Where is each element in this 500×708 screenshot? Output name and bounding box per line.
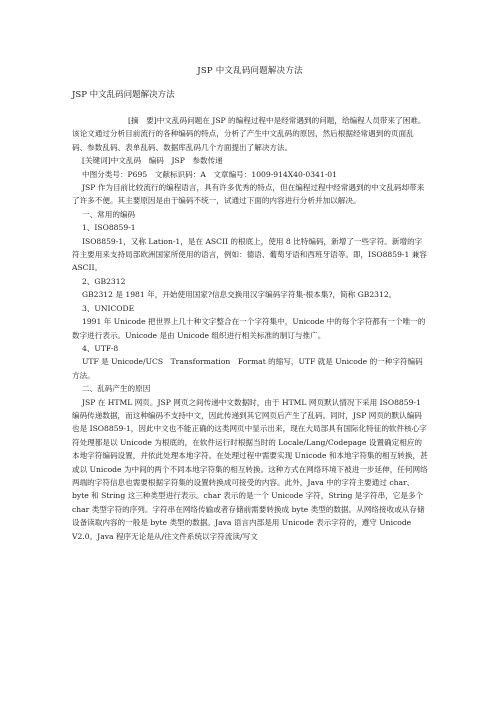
subheading-iso8859: 1、ISO8859-1 — [82, 223, 136, 233]
running-header: JSP 中文乱码问题解决方法 — [197, 66, 303, 76]
section-heading-causes: 二、乱码产生的原因 — [82, 384, 151, 394]
subheading-utf8: 4、UTF-8 — [82, 343, 119, 353]
section-heading-encodings: 一、常用的编码 — [82, 209, 136, 219]
subheading-unicode: 3、UNICODE — [82, 303, 135, 313]
abstract-paragraph: [摘 要]中文乱码问题在 JSP 的编程过程中是经常遇到的问题，给编程人员带来了困难。该论文通过分析目前流行的各种编码的特点，分析了产生中文乱码的原因，然后根据经常遇到的页面乱码、参数乱码、表单乱码、数据库乱码几个方面提出了解决方法。 — [72, 116, 426, 152]
intro-paragraph: JSP 作为目前比较流行的编程语言，具有许多优秀的特点，但在编程过程中经常遇到的中文乱码却带来了许多不便。其主要原因是由于编码不统一，试通过下面的内容进行分析并加以解决。 — [72, 183, 425, 206]
subheading-gb2312: 2、GB2312 — [82, 276, 126, 286]
paragraph-utf8: UTF 是 Unicode/UCS Transformation Format 的缩写，UTF 就是 Unicode 的一种字符编码方法。 — [72, 357, 423, 380]
paragraph-iso8859: ISO8859-1，又称 Lation-1，是在 ASCII 的根底上，使用 8 比特编码，新增了一些字符。新增的字符主要用来支持局部欧洲国家所使用的语言，例如：德语、葡萄牙语和西班牙语等。即，ISO8859-1 兼容 ASCII。 — [72, 236, 427, 273]
document-title: JSP 中文乱码问题解决方法 — [72, 90, 175, 100]
document-body — [72, 114, 428, 543]
classification-line: 中图分类号：P695 文献标识码：A 文章编号：1009-914X40-0341-01 — [82, 169, 337, 179]
paragraph-causes: JSP 在 HTML 网页。JSP 网页之间传递中文数据时，由于 HTML 网页默认情况下采用 ISO8859-1 编码传递数据，而这种编码不支持中文，因此传递到其它网页后产生了乱码。同时，JSP 网页的默认编码也是 ISO8859-1，因此中文也不能正确的这类网页中显示出来，现在大局部具有国际化特征的软件核心字符处理都是以 Unicode 为根底的，在软件运行时根据当时的 Locale/Lang/Codepage 设置确定相应的本地字符编码设置，并依此处理本地字符。在处理过程中需要实现 Unicode 和本地字符集的相互转换，甚或以 Unicode 为中间的两个不同本地字符集的相互转换。这种方式在网络环境下被进一步延伸，任何网络两端的字符信息也需要根据字符集的设置转换成可接受的内容。此外，Java 中的字符主要通过 char、byte 和 String 这三种类型进行表示。char 表示的是一个 Unicode 字符，String 是字符串，它是多个 char 类型字符的序列。字符串在网络传输或者存储前需要转换成 byte 类型的数据。从网络接收或从存储设备读取内容的一般是 byte 类型的数据。Java 语言内部是用 Unicode 表示字符的，遵守 Unicode V2.0。Java 程序无论是从/往文件系统以字符流读/写文 — [72, 397, 428, 541]
paragraph-unicode: 1991 年 Unicode 把世界上几十种文字整合在一个字符集中，Unicode 中的每个字符都有一个唯一的数字进行表示。Unicode 是由 Unicode 组织进行相关标准的制订与推广。 — [72, 317, 426, 340]
keywords-line: [关键词]中文乱码 编码 JSP 参数传递 — [82, 156, 223, 166]
paragraph-gb2312: GB2312 是 1981 年，开始使用国家?信息交换用汉字编码字符集-根本集?，简称 GB2312。 — [82, 290, 397, 300]
